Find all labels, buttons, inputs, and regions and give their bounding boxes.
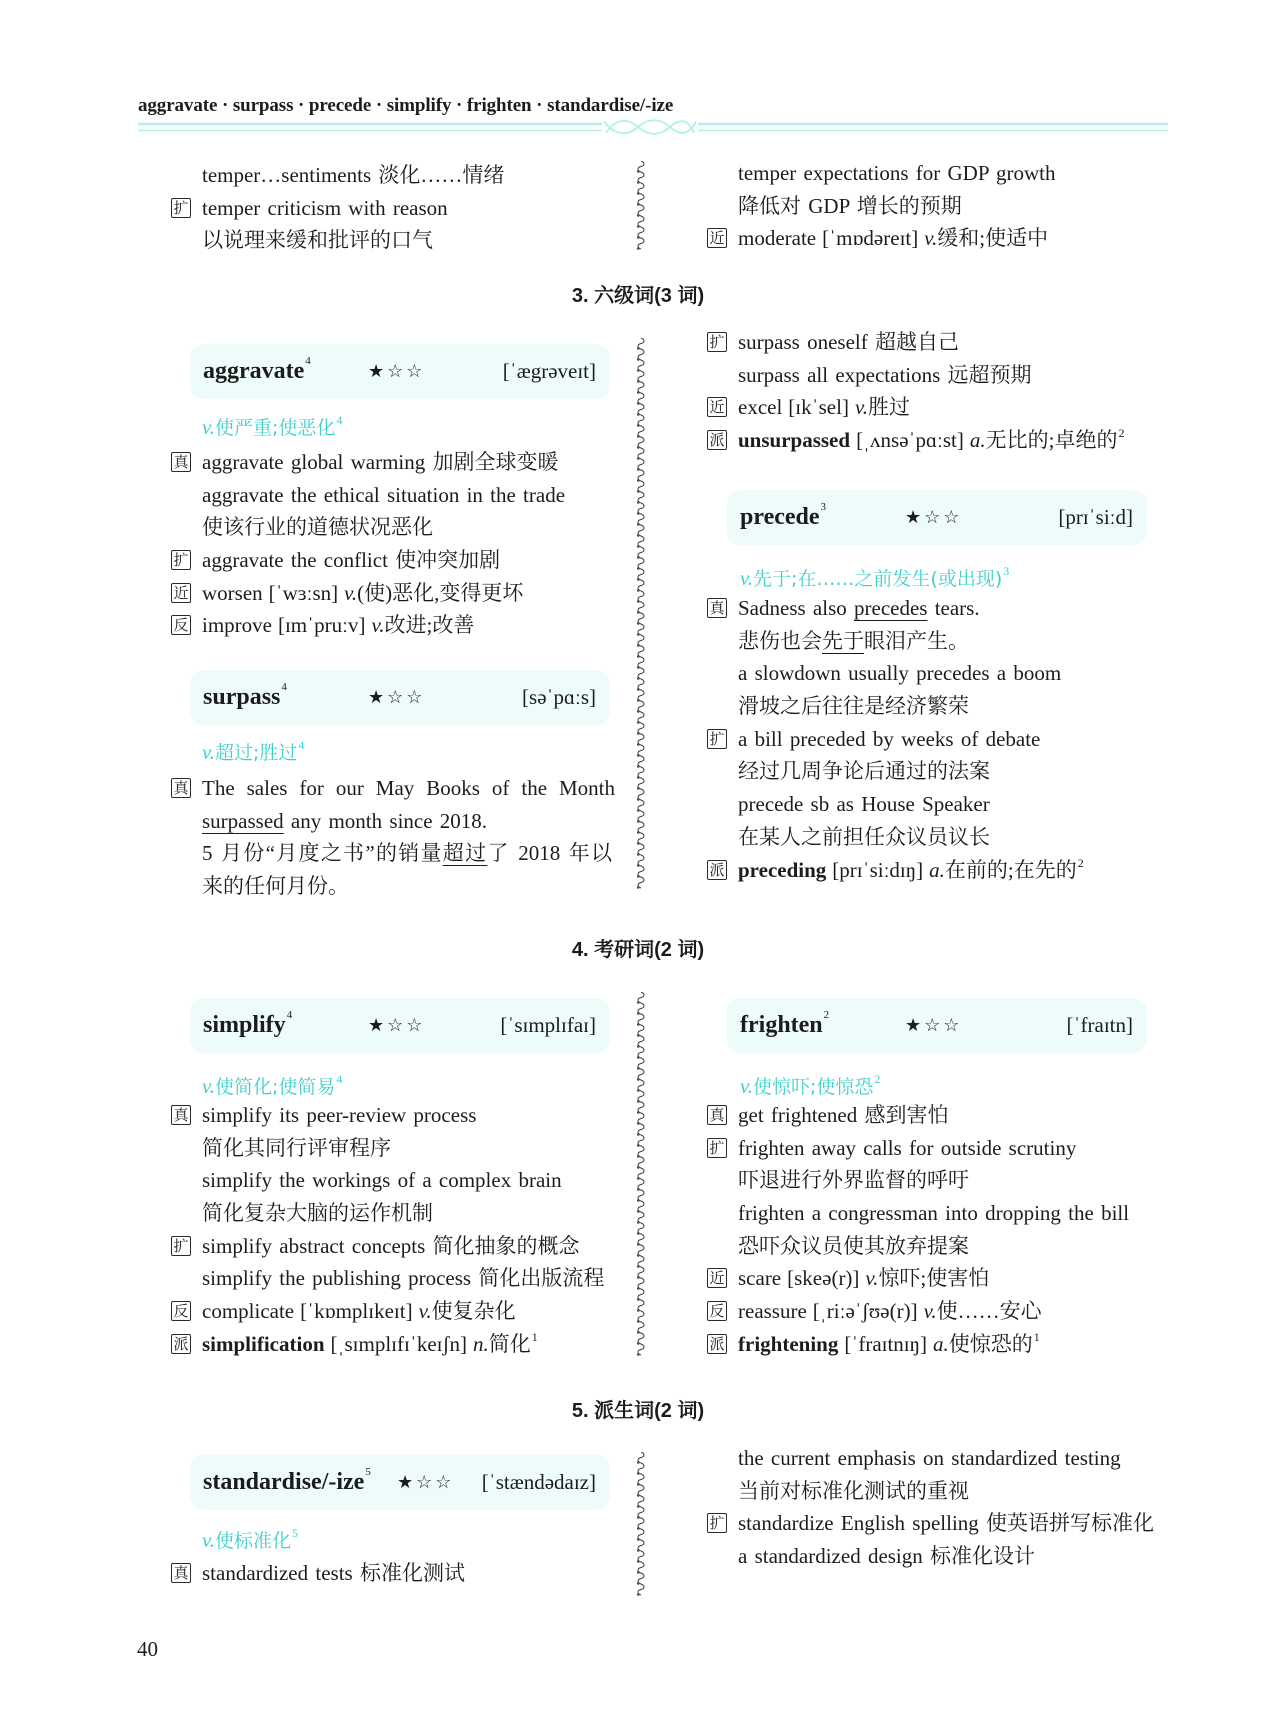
column-divider — [634, 992, 648, 1358]
translation-line — [707, 690, 1084, 723]
meaning: 使标准化 — [215, 1530, 292, 1552]
antonym-line — [707, 1295, 1129, 1328]
highlighted-word: surpassed — [202, 808, 284, 833]
example-line — [171, 1099, 604, 1132]
example-line — [707, 157, 1055, 190]
line-text: standardize English spelling 使英语拼写标准化 — [738, 1511, 1155, 1536]
column-divider — [634, 338, 648, 898]
translation-line — [707, 821, 1084, 854]
highlighted-word: 超过 — [442, 841, 488, 866]
part-of-speech: a. — [933, 1331, 949, 1356]
star-rating: ★☆☆ — [905, 507, 963, 527]
headword — [740, 490, 826, 545]
line-text: a bill preceded by weeks of debate — [738, 726, 1041, 751]
derived-word: frightening — [738, 1331, 839, 1356]
part-of-speech: v. — [740, 566, 754, 590]
definition — [740, 1070, 880, 1102]
meaning: 简化 — [488, 1331, 531, 1356]
frequency: 5 — [365, 1466, 371, 1478]
marker-extension-icon: 扩 — [171, 1236, 191, 1256]
headword-text: aggravate — [203, 358, 305, 384]
translation-line — [707, 1475, 1154, 1508]
definition — [202, 1524, 298, 1556]
section-heading: 3. 六级词(3 词) — [571, 285, 705, 307]
definition — [202, 411, 342, 443]
phonetic: [ɪmˈpruːv] — [277, 613, 366, 638]
part-of-speech: v. — [202, 740, 216, 764]
meaning: 在前的;在先的 — [944, 857, 1077, 882]
marker-synonym-icon: 近 — [707, 397, 727, 417]
example-line — [171, 805, 615, 838]
example-line — [171, 1164, 604, 1197]
example-line — [707, 592, 1084, 625]
part-of-speech: v. — [371, 613, 385, 638]
frequency: 4 — [336, 1072, 343, 1086]
frequency: 3 — [820, 501, 827, 513]
part-of-speech: a. — [929, 857, 945, 882]
marker-derivative-icon: 派 — [707, 430, 727, 450]
star-rating: ★☆☆ — [905, 1015, 963, 1035]
phonetic: [ˈmɒdəreɪt] — [822, 226, 919, 251]
part-of-speech: v. — [202, 415, 216, 439]
marker-antonym-icon: 反 — [171, 615, 191, 635]
part-of-speech: v. — [344, 580, 358, 605]
line-text: 当前对标准化测试的重视 — [738, 1478, 969, 1503]
word-card-standardise — [190, 1455, 610, 1510]
example-line — [707, 326, 1124, 359]
continuation-left — [171, 159, 504, 257]
column-divider — [634, 1452, 648, 1598]
meaning: 使严重;使恶化 — [215, 417, 336, 439]
example-line — [707, 1197, 1129, 1230]
meaning: 先于;在……之前发生(或出现) — [753, 568, 1003, 590]
phonetic: [prɪˈsiːd] — [1058, 505, 1133, 529]
part-of-speech: v. — [865, 1266, 879, 1291]
line-text: aggravate the conflict 使冲突加剧 — [202, 548, 501, 573]
marker-exam-icon: 真 — [171, 1563, 191, 1583]
phonetic: [ˈkɒmplɪkeɪt] — [300, 1299, 413, 1324]
marker-extension-icon: 扩 — [171, 198, 191, 218]
part-of-speech: v. — [202, 1074, 216, 1098]
line-text: simplify the publishing process 简化出版流程 — [202, 1266, 605, 1291]
frequency: 4 — [336, 413, 343, 427]
headword — [203, 1455, 371, 1510]
phonetic: [skeə(r)] — [787, 1266, 860, 1291]
marker-synonym-icon: 近 — [707, 228, 727, 248]
example-line — [171, 1262, 604, 1295]
derivative-line — [171, 1328, 604, 1361]
line-text: 恐吓众议员使其放弃提案 — [738, 1233, 969, 1258]
translation-line — [171, 1197, 604, 1230]
line-text-wrap — [202, 837, 612, 870]
meaning: 使简化;使简易 — [215, 1076, 336, 1098]
example-line — [707, 1540, 1154, 1573]
phonetic: [ˈstændədaɪz] — [481, 1470, 596, 1494]
meaning: 惊吓;使害怕 — [878, 1266, 990, 1291]
page-number: 40 — [137, 1637, 158, 1661]
derivative-line — [707, 854, 1084, 887]
meaning: (使)恶化,变得更坏 — [357, 580, 524, 605]
section-heading: 5. 派生词(2 词) — [571, 1400, 705, 1422]
marker-exam-icon: 真 — [171, 1105, 191, 1125]
frequency: 3 — [1003, 564, 1010, 578]
line-text: surpass all expectations 远超预期 — [738, 362, 1032, 387]
example-line — [707, 788, 1084, 821]
translation-line — [707, 1164, 1129, 1197]
section-heading: 4. 考研词(2 词) — [571, 939, 705, 961]
line-text: 简化其同行评审程序 — [202, 1135, 391, 1160]
frequency: 2 — [874, 1072, 881, 1086]
entry-lines-standardise-continued — [707, 1442, 1154, 1573]
translation-line — [707, 625, 1084, 658]
example-line — [707, 359, 1124, 392]
line-text: frighten away calls for outside scrutiny — [738, 1135, 1077, 1160]
line-text: 使该行业的道德状况恶化 — [202, 515, 433, 540]
definition — [202, 1070, 342, 1102]
line-text: temper…sentiments 淡化……情绪 — [202, 163, 505, 187]
line-text: standardized tests 标准化测试 — [202, 1561, 465, 1585]
marker-synonym-icon: 近 — [171, 583, 191, 603]
translation-line — [707, 755, 1084, 788]
highlighted-word: 先于 — [822, 628, 864, 653]
meaning: 无比的;卓绝的 — [985, 428, 1118, 453]
running-header: aggravate · surpass · precede · simplify · frighten · standardise/-ize — [138, 95, 674, 116]
entry-lines-simplify — [171, 1099, 604, 1361]
marker-extension-icon: 扩 — [707, 729, 727, 749]
related-word: excel — [738, 395, 783, 420]
definition — [740, 562, 1009, 594]
marker-antonym-icon: 反 — [707, 1301, 727, 1321]
word-card-aggravate — [190, 344, 610, 399]
star-rating: ★☆☆ — [368, 361, 426, 381]
marker-antonym-icon: 反 — [171, 1301, 191, 1321]
phonetic: [ˈfraɪtnɪŋ] — [844, 1331, 928, 1356]
synonym-line — [171, 577, 565, 610]
marker-exam-icon: 真 — [171, 452, 191, 472]
line-text: 悲伤也会 — [738, 628, 822, 653]
line-text: aggravate the ethical situation in the trade — [202, 482, 566, 507]
derivative-line — [707, 424, 1124, 457]
marker-exam-icon: 真 — [171, 778, 191, 798]
marker-extension-icon: 扩 — [171, 550, 191, 570]
word-card-precede — [727, 490, 1147, 545]
header-rule-ornament — [0, 116, 1281, 138]
headword — [203, 344, 311, 399]
related-word: improve — [202, 613, 272, 638]
headword-text: frighten — [740, 1012, 823, 1038]
related-word: complicate — [202, 1299, 295, 1324]
related-word: reassure — [738, 1299, 807, 1324]
line-text: 吓退进行外界监督的呼吁 — [738, 1168, 969, 1193]
word-card-frighten — [727, 998, 1147, 1053]
headword — [203, 998, 292, 1053]
line-text: 来的任何月份。 — [202, 874, 349, 899]
entry-lines-surpass-continued — [707, 326, 1124, 457]
line-text: the current emphasis on standardized testing — [738, 1446, 1121, 1470]
synonym-line — [707, 1262, 1129, 1295]
related-word: scare — [738, 1266, 782, 1291]
example-line — [707, 1099, 1129, 1132]
line-text: frighten a congressman into dropping the bill — [738, 1201, 1130, 1226]
frequency: 2 — [1077, 855, 1084, 870]
entry-lines-surpass — [171, 772, 615, 903]
entry-lines-precede — [707, 592, 1084, 886]
example-line — [171, 1230, 604, 1263]
derived-word: preceding — [738, 857, 827, 882]
example-line — [171, 446, 565, 479]
phonetic: [prɪˈsiːdɪŋ] — [832, 857, 924, 882]
definition — [202, 736, 304, 768]
phonetic: [ˈsɪmplɪfaɪ] — [500, 1013, 596, 1037]
antonym-line — [171, 1295, 604, 1328]
example-line — [171, 1557, 465, 1590]
frequency: 2 — [1118, 426, 1125, 441]
phonetic: [ˈfraɪtn] — [1066, 1013, 1133, 1037]
meaning: 使惊吓;使惊恐 — [753, 1076, 874, 1098]
frequency: 4 — [305, 355, 311, 367]
marker-derivative-icon: 派 — [171, 1334, 191, 1354]
translation-line — [171, 870, 615, 903]
column-divider — [634, 161, 648, 252]
word-card-simplify — [190, 998, 610, 1053]
marker-derivative-icon: 派 — [707, 860, 727, 880]
line-text: 降低对 GDP 增长的预期 — [738, 193, 962, 218]
example-line — [707, 657, 1084, 690]
line-text: temper expectations for GDP growth — [738, 161, 1056, 185]
continuation-right — [707, 157, 1055, 255]
star-rating: ★☆☆ — [397, 1472, 455, 1492]
line-text: simplify abstract concepts 简化抽象的概念 — [202, 1233, 580, 1258]
frequency: 4 — [281, 681, 287, 693]
line-text: a slowdown usually precedes a boom — [738, 661, 1062, 686]
phonetic: [ˌʌnsəˈpɑːst] — [856, 428, 964, 453]
example-line — [707, 1132, 1129, 1165]
related-word: moderate — [738, 226, 817, 251]
highlighted-word: precedes — [854, 596, 928, 620]
line-text: simplify its peer-review process — [202, 1103, 477, 1127]
example-line — [171, 159, 504, 192]
part-of-speech: v. — [854, 395, 868, 420]
headword — [740, 998, 829, 1053]
line-text: surpass oneself 超越自己 — [738, 330, 959, 354]
star-rating: ★☆☆ — [368, 687, 426, 707]
frequency: 4 — [286, 1009, 293, 1021]
marker-derivative-icon: 派 — [707, 1334, 727, 1354]
phonetic: [ˌriːəˈʃʊə(r)] — [812, 1299, 918, 1324]
example-line — [171, 511, 565, 544]
headword-text: simplify — [203, 1012, 286, 1038]
example-line — [171, 772, 615, 805]
line-text: 简化复杂大脑的运作机制 — [202, 1201, 433, 1226]
marker-synonym-icon: 近 — [707, 1268, 727, 1288]
part-of-speech: v. — [740, 1074, 754, 1098]
line-text: temper criticism with reason — [202, 195, 448, 220]
part-of-speech: v. — [418, 1299, 432, 1324]
translation-line — [171, 1132, 604, 1165]
antonym-line — [171, 609, 565, 642]
example-line — [707, 723, 1084, 756]
example-line — [707, 1442, 1154, 1475]
entry-lines-frighten — [707, 1099, 1129, 1361]
line-text: aggravate global warming 加剧全球变暖 — [202, 450, 559, 474]
example-line — [171, 479, 565, 512]
entry-lines-aggravate — [171, 446, 565, 642]
line-text: get frightened 感到害怕 — [738, 1103, 949, 1127]
line-text: any month since 2018. — [283, 808, 488, 833]
example-line — [171, 544, 565, 577]
line-text: 在某人之前担任众议员议长 — [738, 824, 990, 849]
marker-extension-icon: 扩 — [707, 1138, 727, 1158]
frequency: 4 — [298, 738, 305, 752]
headword-text: standardise/-ize — [203, 1469, 365, 1495]
synonym-line — [707, 222, 1055, 255]
phonetic: [ˈægrəveɪt] — [502, 359, 596, 383]
example-line — [707, 1507, 1154, 1540]
line-text: simplify the workings of a complex brain — [202, 1168, 562, 1193]
derivative-line — [707, 1328, 1129, 1361]
meaning: 超过;胜过 — [215, 742, 298, 764]
meaning: 使复杂化 — [431, 1299, 516, 1324]
meaning: 使惊恐的 — [948, 1331, 1033, 1356]
translation-line — [171, 837, 615, 870]
line-text: The sales for our May Books of the Month — [202, 776, 615, 800]
headword-text: precede — [740, 504, 820, 530]
part-of-speech: v. — [202, 1528, 216, 1552]
example-line — [171, 192, 504, 225]
part-of-speech: a. — [969, 428, 986, 453]
line-text: 了 2018 年以 — [487, 841, 613, 866]
marker-extension-icon: 扩 — [707, 332, 727, 352]
frequency: 2 — [823, 1009, 830, 1021]
frequency: 5 — [292, 1526, 299, 1540]
meaning: 使……安心 — [936, 1299, 1042, 1324]
related-word: worsen — [202, 580, 263, 605]
example-line — [171, 224, 504, 257]
line-text: 经过几周争论后通过的法案 — [738, 759, 990, 784]
synonym-line — [707, 391, 1124, 424]
part-of-speech: n. — [472, 1331, 489, 1356]
part-of-speech: v. — [923, 1299, 937, 1324]
part-of-speech: v. — [924, 226, 938, 251]
phonetic: [ˈwɜːsn] — [268, 580, 339, 605]
line-text: 滑坡之后往往是经济繁荣 — [738, 694, 969, 719]
line-text: a standardized design 标准化设计 — [738, 1544, 1036, 1569]
marker-extension-icon: 扩 — [707, 1513, 727, 1533]
translation-line — [707, 1230, 1129, 1263]
phonetic: [səˈpɑːs] — [522, 685, 596, 709]
line-text: 以说理来缓和批评的口气 — [202, 228, 433, 253]
frequency: 1 — [531, 1329, 538, 1344]
phonetic: [ˌsɪmplɪfɪˈkeɪʃn] — [330, 1331, 467, 1356]
entry-lines-standardise — [171, 1557, 465, 1590]
meaning: 改进;改善 — [384, 613, 475, 638]
derived-word: simplification — [202, 1331, 325, 1356]
line-text: Sadness also — [738, 596, 854, 620]
line-text: 5 月份“月度之书”的销量 — [202, 841, 443, 866]
word-card-surpass — [190, 670, 610, 725]
meaning: 胜过 — [867, 395, 910, 420]
phonetic: [ɪkˈsel] — [788, 395, 849, 420]
marker-exam-icon: 真 — [707, 1105, 727, 1125]
derived-word: unsurpassed — [738, 428, 851, 453]
meaning: 缓和;使适中 — [937, 226, 1049, 251]
line-text: 眼泪产生。 — [864, 628, 969, 653]
example-line — [707, 190, 1055, 223]
frequency: 1 — [1033, 1329, 1040, 1344]
headword-text: surpass — [203, 684, 281, 710]
line-text: tears. — [927, 596, 980, 620]
line-text: precede sb as House Speaker — [738, 792, 990, 817]
star-rating: ★☆☆ — [368, 1015, 426, 1035]
marker-exam-icon: 真 — [707, 598, 727, 618]
headword — [203, 670, 287, 725]
